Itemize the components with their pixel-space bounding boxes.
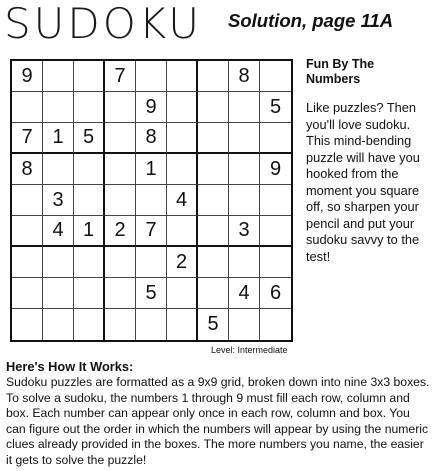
sudoku-cell-given: 3 — [43, 185, 74, 216]
sudoku-cell-given: 1 — [74, 216, 105, 247]
sudoku-cell-empty[interactable] — [105, 247, 136, 278]
sudoku-cell-empty[interactable] — [74, 154, 105, 185]
sudoku-cell-given: 8 — [136, 123, 167, 154]
sudoku-cell-empty[interactable] — [12, 278, 43, 309]
sudoku-cell-empty[interactable] — [167, 154, 198, 185]
sudoku-cell-empty[interactable] — [136, 247, 167, 278]
sudoku-cell-given: 4 — [167, 185, 198, 216]
sudoku-cell-empty[interactable] — [43, 92, 74, 123]
sudoku-cell-empty[interactable] — [136, 309, 167, 340]
solution-reference: Solution, page 11A — [228, 10, 394, 31]
sudoku-cell-empty[interactable] — [229, 247, 260, 278]
sudoku-cell-empty[interactable] — [167, 216, 198, 247]
instructions-heading: Here's How It Works: — [6, 359, 134, 374]
sudoku-cell-empty[interactable] — [12, 185, 43, 216]
sudoku-cell-empty[interactable] — [260, 185, 291, 216]
sudoku-cell-empty[interactable] — [167, 92, 198, 123]
sudoku-cell-empty[interactable] — [198, 278, 229, 309]
sudoku-cell-empty[interactable] — [12, 247, 43, 278]
sidebar-body: Like puzzles? Then you'll love sudoku. This mind-bending puzzle will have you hooked from the moment you square off, so sharpen your pencil and put your sudoku savvy to the test! — [306, 100, 420, 264]
sudoku-cell-empty[interactable] — [167, 61, 198, 92]
sudoku-cell-given: 8 — [12, 154, 43, 185]
sudoku-cell-given: 9 — [260, 154, 291, 185]
sudoku-cell-given: 7 — [12, 123, 43, 154]
sudoku-cell-empty[interactable] — [74, 278, 105, 309]
sudoku-cell-given: 5 — [198, 309, 229, 340]
sudoku-cell-empty[interactable] — [43, 278, 74, 309]
sudoku-cell-given: 5 — [260, 92, 291, 123]
sudoku-cell-empty[interactable] — [167, 278, 198, 309]
sudoku-cell-empty[interactable] — [136, 61, 167, 92]
sudoku-cell-given: 8 — [229, 61, 260, 92]
sudoku-cell-empty[interactable] — [198, 92, 229, 123]
sudoku-cell-given: 2 — [105, 216, 136, 247]
sudoku-cell-given: 5 — [74, 123, 105, 154]
page-title: SUDOKU — [4, 0, 202, 48]
instructions-body: Sudoku puzzles are formatted as a 9x9 grid, broken down into nine 3x3 boxes. To solve a sudoku, the numbers 1 through 9 must fill each row, column and box. Each number can appear only once in each row, column and box. You can figure out the order in which the numbers will appear by using the numeric clues already provided in the boxes. The more numbers you name, the easier it gets to solve the puzzle! — [6, 375, 430, 467]
sudoku-cell-empty[interactable] — [12, 216, 43, 247]
sudoku-cell-empty[interactable] — [198, 185, 229, 216]
sudoku-cell-empty[interactable] — [105, 185, 136, 216]
sudoku-cell-empty[interactable] — [105, 154, 136, 185]
sudoku-cell-empty[interactable] — [74, 185, 105, 216]
sudoku-cell-empty[interactable] — [43, 247, 74, 278]
sudoku-cell-empty[interactable] — [229, 185, 260, 216]
sudoku-cell-given: 2 — [167, 247, 198, 278]
sudoku-cell-empty[interactable] — [74, 309, 105, 340]
sudoku-cell-empty[interactable] — [105, 309, 136, 340]
sudoku-grid — [10, 59, 293, 342]
sudoku-cell-empty[interactable] — [260, 61, 291, 92]
sudoku-cell-empty[interactable] — [260, 123, 291, 154]
sudoku-cell-empty[interactable] — [105, 92, 136, 123]
sudoku-cell-given: 7 — [105, 61, 136, 92]
sudoku-cell-empty[interactable] — [198, 61, 229, 92]
difficulty-level: Level: Intermediate — [211, 345, 288, 355]
sudoku-cell-given: 4 — [43, 216, 74, 247]
sudoku-cell-empty[interactable] — [74, 61, 105, 92]
sudoku-cell-empty[interactable] — [229, 123, 260, 154]
sudoku-cell-empty[interactable] — [74, 247, 105, 278]
sudoku-cell-given: 3 — [229, 216, 260, 247]
sudoku-cell-given: 1 — [136, 154, 167, 185]
sudoku-cell-empty[interactable] — [229, 154, 260, 185]
sudoku-cell-empty[interactable] — [43, 61, 74, 92]
sudoku-cell-empty[interactable] — [198, 154, 229, 185]
sudoku-cell-empty[interactable] — [105, 123, 136, 154]
sudoku-cell-empty[interactable] — [198, 216, 229, 247]
sudoku-cell-empty[interactable] — [12, 309, 43, 340]
sudoku-cell-empty[interactable] — [229, 309, 260, 340]
sudoku-cell-empty[interactable] — [43, 309, 74, 340]
sudoku-cell-empty[interactable] — [167, 123, 198, 154]
sudoku-cell-empty[interactable] — [260, 309, 291, 340]
sudoku-cell-empty[interactable] — [198, 247, 229, 278]
sudoku-cell-given: 4 — [229, 278, 260, 309]
sudoku-cell-empty[interactable] — [12, 92, 43, 123]
sidebar-heading: Fun By The Numbers — [306, 57, 375, 86]
sudoku-cell-empty[interactable] — [74, 92, 105, 123]
sudoku-cell-given: 9 — [136, 92, 167, 123]
sudoku-cell-empty[interactable] — [43, 154, 74, 185]
sudoku-cell-given: 5 — [136, 278, 167, 309]
sudoku-cell-empty[interactable] — [198, 123, 229, 154]
sudoku-cell-empty[interactable] — [260, 216, 291, 247]
sudoku-cell-empty[interactable] — [260, 247, 291, 278]
sudoku-cell-empty[interactable] — [136, 185, 167, 216]
sudoku-cell-given: 7 — [136, 216, 167, 247]
sudoku-cell-empty[interactable] — [167, 309, 198, 340]
sudoku-cell-empty[interactable] — [229, 92, 260, 123]
sudoku-cell-given: 9 — [12, 61, 43, 92]
sudoku-cell-given: 1 — [43, 123, 74, 154]
sudoku-cell-empty[interactable] — [105, 278, 136, 309]
sudoku-cell-given: 6 — [260, 278, 291, 309]
